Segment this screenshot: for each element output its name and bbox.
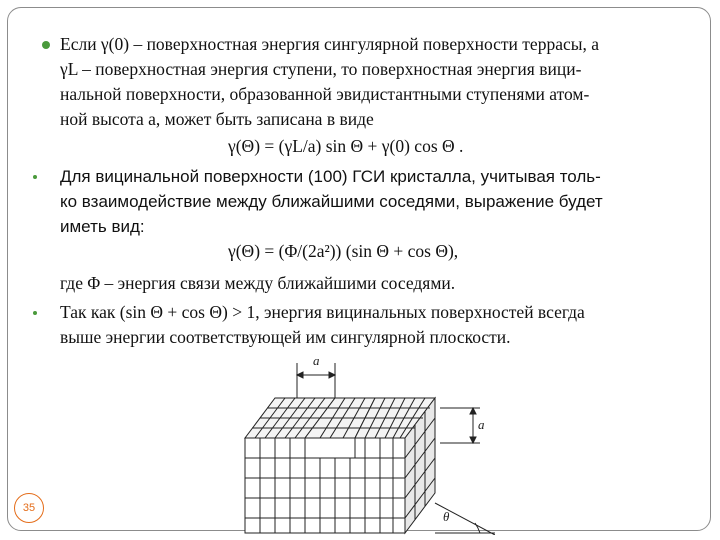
vicinal-surface-figure xyxy=(225,353,495,535)
bullet-3-line-1: Так как (sin Θ + cos Θ) > 1, энергия вицинальных поверхностей всегда xyxy=(60,302,585,322)
bullet-1-line-3: нальной поверхности, образованной эвидистантными ступенями атом- xyxy=(60,84,590,104)
bullet-2-line-2: ко взаимодействие между ближайшими соседями, выражение будет xyxy=(60,192,603,211)
bullet-2-line-3: иметь вид: xyxy=(60,217,145,236)
bullet-marker xyxy=(33,311,37,315)
bullet-marker xyxy=(33,175,37,179)
bullet-marker xyxy=(42,41,50,49)
page-number: 35 xyxy=(22,502,36,514)
bullet-1-line-4: ной высота a, может быть записана в виде xyxy=(60,109,374,129)
figure-label-a-side: a xyxy=(478,417,485,432)
formula-2: γ(Θ) = (Φ/(2a²)) (sin Θ + cos Θ), xyxy=(228,241,459,261)
formula-1: γ(Θ) = (γL/a) sin Θ + γ(0) cos Θ . xyxy=(228,136,464,156)
bullet-1-line-2: γL – поверхностная энергия ступени, то поверхностная энергия вици- xyxy=(60,59,582,79)
figure-label-a-top: a xyxy=(313,353,320,368)
figure-label-theta: θ xyxy=(443,509,450,524)
bullet-1-line-1: Если γ(0) – поверхностная энергия сингулярной поверхности террасы, а xyxy=(60,34,600,54)
page-number-badge xyxy=(14,493,44,523)
bullet-2-tail: где Φ – энергия связи между ближайшими соседями. xyxy=(60,273,456,293)
bullet-3-line-2: выше энергии соответствующей им сингулярной плоскости. xyxy=(60,327,511,347)
bullet-2-line-1: Для вицинальной поверхности (100) ГСИ кристалла, учитывая толь- xyxy=(60,167,601,186)
